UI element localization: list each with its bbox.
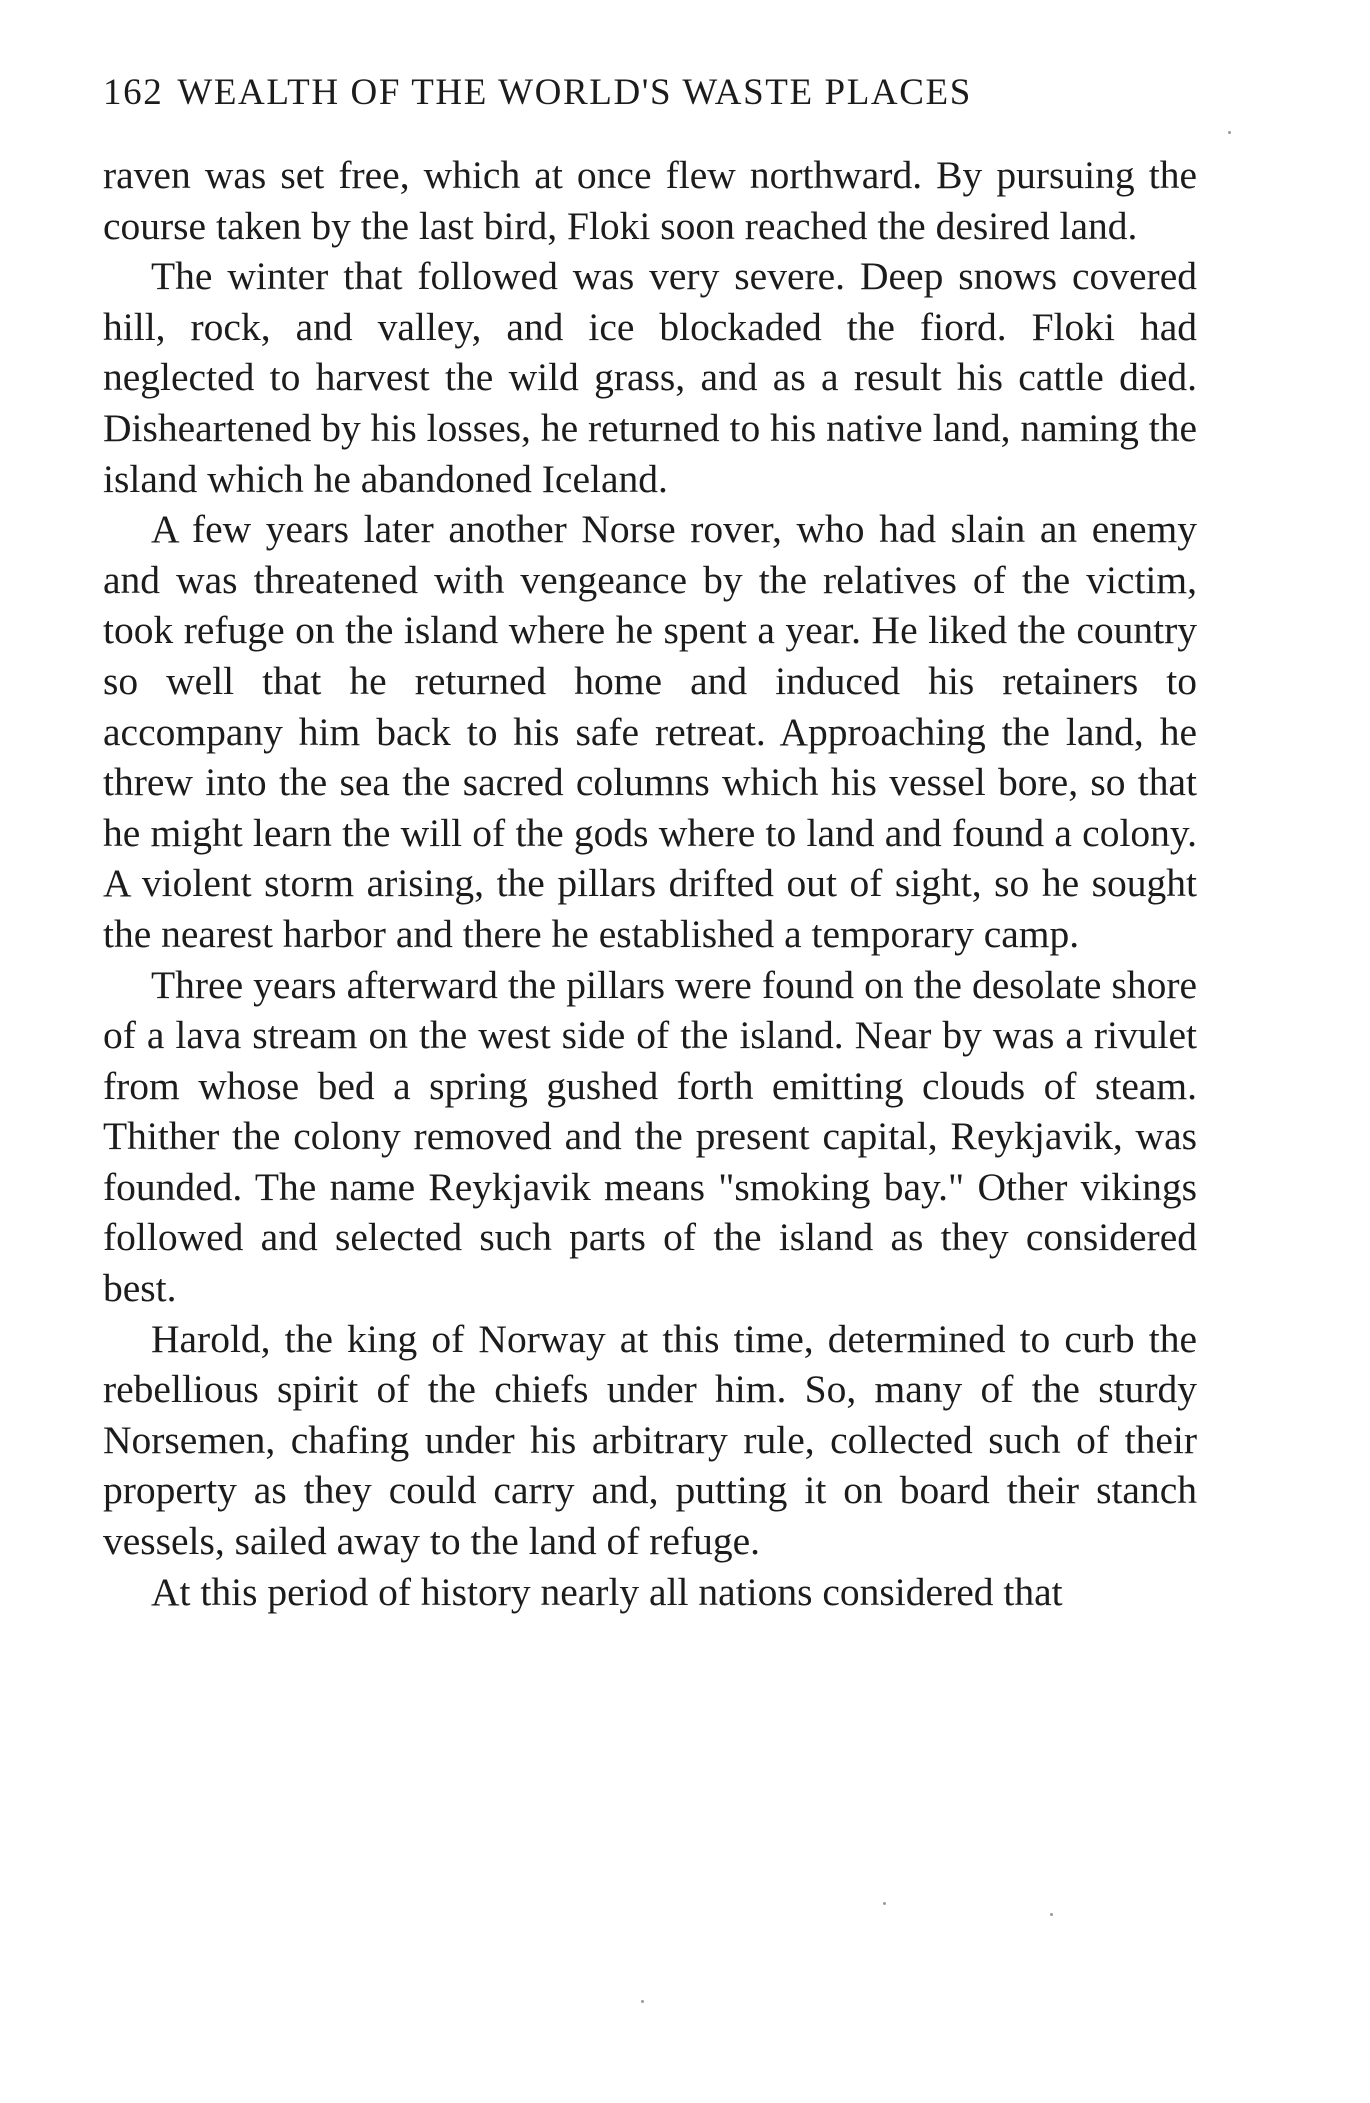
- body-text: [103, 150, 1197, 1617]
- paragraph-harold: Harold, the king of Norway at this time, determined to curb the rebellious spirit of the chiefs under him. So, many of the sturdy Norsemen, chafing under his arbitrary rule, collected such of their property as they could carry and, putting it on board their stanch vessels, sailed away to the land of refuge.: [103, 1316, 1197, 1564]
- paragraph-reykjavik: Three years afterward the pillars were found on the desolate shore of a lava stream on the west side of the island. Near by was a rivulet from whose bed a spring gushed forth emitting clouds of steam. Thither the colony removed and the present capital, Reykjavik, was founded. The name Reykjavik means "smoking bay." Other vikings followed and selected such parts of the island as they considered best.: [103, 962, 1197, 1311]
- scan-speck: [883, 1902, 886, 1905]
- paragraph-history: At this period of history nearly all nations considered that: [151, 1569, 1063, 1614]
- running-head: [103, 70, 1203, 116]
- scan-speck: [1050, 1913, 1053, 1916]
- paragraph-continued: raven was set free, which at once flew northward. By pursuing the course taken by the last bird, Floki soon reached the desired land.: [103, 153, 1197, 248]
- scan-speck: [1228, 131, 1231, 134]
- running-title: WEALTH OF THE WORLD'S WASTE PLACES: [177, 72, 972, 113]
- paragraph-winter: The winter that followed was very severe. Deep snows covered hill, rock, and valley, and ice blockaded the fiord. Floki had neglected to harvest the wild grass, and as a result his cattle died. Disheartened by his losses, he returned to his native land, naming the island which he abandoned Iceland.: [103, 254, 1197, 501]
- paragraph-norse-rover: A few years later another Norse rover, who had slain an enemy and was threatened with vengeance by the relatives of the victim, took refuge on the island where he spent a year. He liked the country so well that he returned home and induced his retainers to accompany him back to his safe retreat. Approaching the land, he threw into the sea the sacred columns which his vessel bore, so that he might learn the will of the gods where to land and found a colony. A violent storm arising, the pillars drifted out of sight, so he sought the nearest harbor and there he established a temporary camp.: [103, 507, 1197, 956]
- scan-speck: [641, 2000, 644, 2003]
- page-number: 162: [103, 72, 164, 113]
